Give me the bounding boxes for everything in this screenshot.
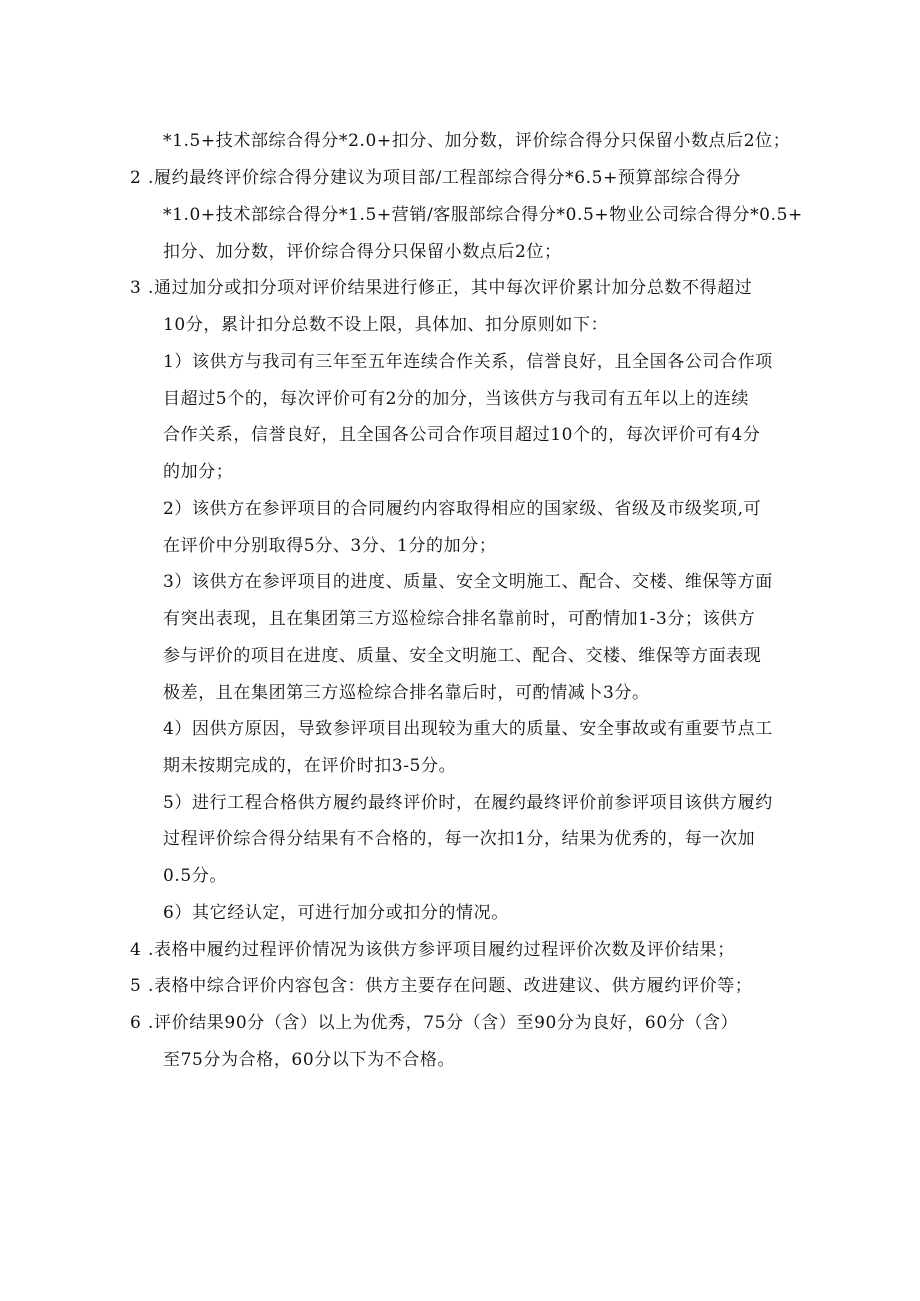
text-line: 有突出表现，且在集团第三方巡检综合排名靠前时，可酌情加1-3分；该供方 (163, 609, 756, 629)
text-line: 合作关系，信誉良好，且全国各公司合作项目超过10个的，每次评价可有4分 (163, 425, 761, 445)
text-line: 4）因供方原因，导致参评项目出现较为重大的质量、安全事故或有重要节点工 (163, 719, 773, 739)
text-line: 1）该供方与我司有三年至五年连续合作关系，信誉良好，且全国各公司合作项 (163, 352, 773, 372)
text-line: .表格中综合评价内容包含：供方主要存在问题、改进建议、供方履约评价等； (148, 976, 753, 996)
text-line: 至75分为合格，60分以下为不合格。 (163, 1050, 456, 1070)
text-line: 参与评价的项目在进度、质量、安全文明施工、配合、交楼、维保等方面表现 (163, 646, 762, 666)
item-number: 5 (130, 976, 141, 996)
text-line: *1.5+技术部综合得分*2.0+扣分、加分数，评价综合得分只保留小数点后2位； (163, 131, 791, 151)
item-number: 3 (130, 278, 141, 298)
text-line: *1.0+技术部综合得分*1.5+营销/客服部综合得分*0.5+物业公司综合得分*0.5+ (163, 205, 803, 225)
text-line: 期未按期完成的，在评价时扣3-5分。 (163, 756, 457, 776)
text-line: .通过加分或扣分项对评价结果进行修正，其中每次评价累计加分总数不得超过 (148, 278, 753, 298)
item-number: 6 (130, 1013, 141, 1033)
text-line: 过程评价综合得分结果有不合格的，每一次扣1分，结果为优秀的，每一次加 (163, 829, 756, 849)
text-line: 6）其它经认定，可进行加分或扣分的情况。 (163, 903, 509, 923)
text-line: 5）进行工程合格供方履约最终评价时，在履约最终评价前参评项目该供方履约 (163, 793, 773, 813)
item-number: 2 (130, 168, 141, 188)
text-line: 极差，且在集团第三方巡检综合排名靠后时，可酌情减卜3分。 (163, 683, 650, 703)
text-line: .评价结果90分（含）以上为优秀，75分（含）至90分为良好，60分（含） (148, 1013, 739, 1033)
text-line: 的加分； (163, 462, 234, 482)
text-line: 10分，累计扣分总数不设上限，具体加、扣分原则如下： (163, 315, 609, 335)
text-line: 扣分、加分数，评价综合得分只保留小数点后2位； (163, 242, 562, 262)
text-line: .表格中履约过程评价情况为该供方参评项目履约过程评价次数及评价结果； (148, 940, 735, 960)
text-line: 0.5分。 (163, 866, 228, 886)
text-line: .履约最终评价综合得分建议为项目部/工程部综合得分*6.5+预算部综合得分 (148, 168, 742, 188)
text-line: 目超过5个的，每次评价可有2分的加分，当该供方与我司有五年以上的连续 (163, 389, 750, 409)
text-line: 3）该供方在参评项目的进度、质量、安全文明施工、配合、交楼、维保等方面 (163, 572, 773, 592)
item-number: 4 (130, 940, 141, 960)
text-line: 2）该供方在参评项目的合同履约内容取得相应的国家级、省级及市级奖项,可 (163, 499, 762, 519)
text-line: 在评价中分别取得5分、3分、1分的加分； (163, 536, 497, 556)
